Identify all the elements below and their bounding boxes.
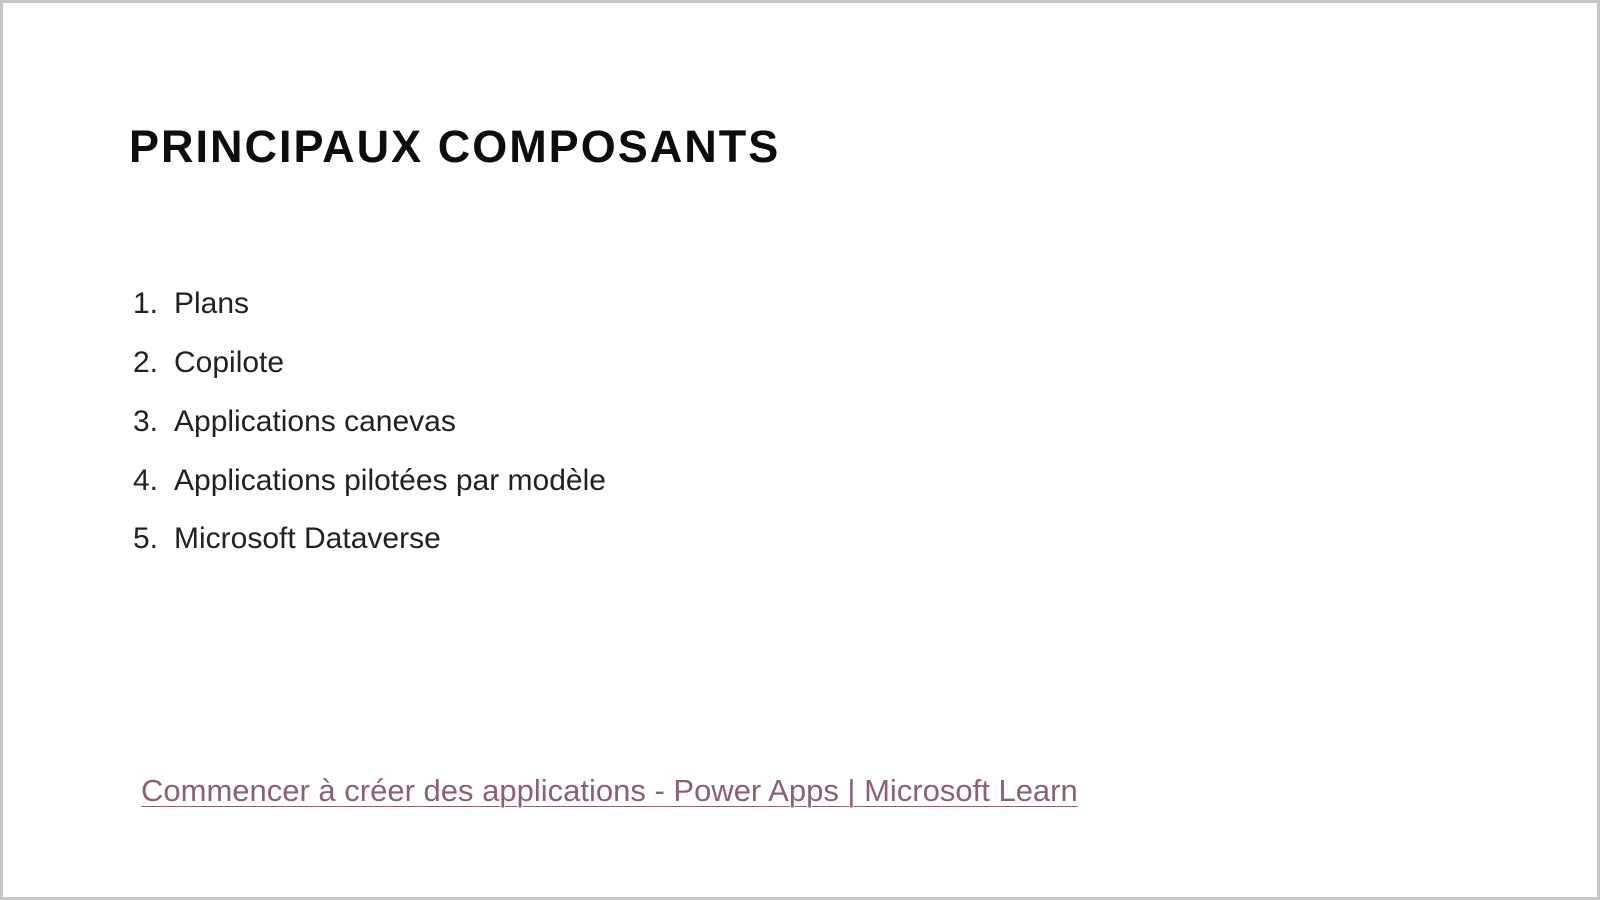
list-item-label: Applications pilotées par modèle: [174, 463, 606, 497]
list-item-label: Plans: [174, 287, 250, 321]
list-item-label: Microsoft Dataverse: [174, 522, 441, 556]
list-item-number: 2.: [133, 346, 159, 380]
list-item: [133, 451, 606, 510]
list-item-number: 3.: [133, 404, 159, 438]
page-title: PRINCIPAUX COMPOSANTS: [129, 121, 781, 172]
list-item-number: 4.: [133, 463, 159, 497]
list-item: [133, 510, 606, 569]
components-list: [133, 275, 606, 569]
microsoft-learn-link[interactable]: Commencer à créer des applications - Power Apps | Microsoft Learn: [141, 773, 1078, 808]
list-item: [133, 334, 606, 393]
list-item: [133, 393, 606, 452]
list-item-label: Copilote: [174, 346, 285, 380]
list-item-number: 1.: [133, 287, 159, 321]
list-item-label: Applications canevas: [174, 404, 456, 438]
list-item: [133, 275, 606, 334]
list-item-number: 5.: [133, 522, 159, 556]
